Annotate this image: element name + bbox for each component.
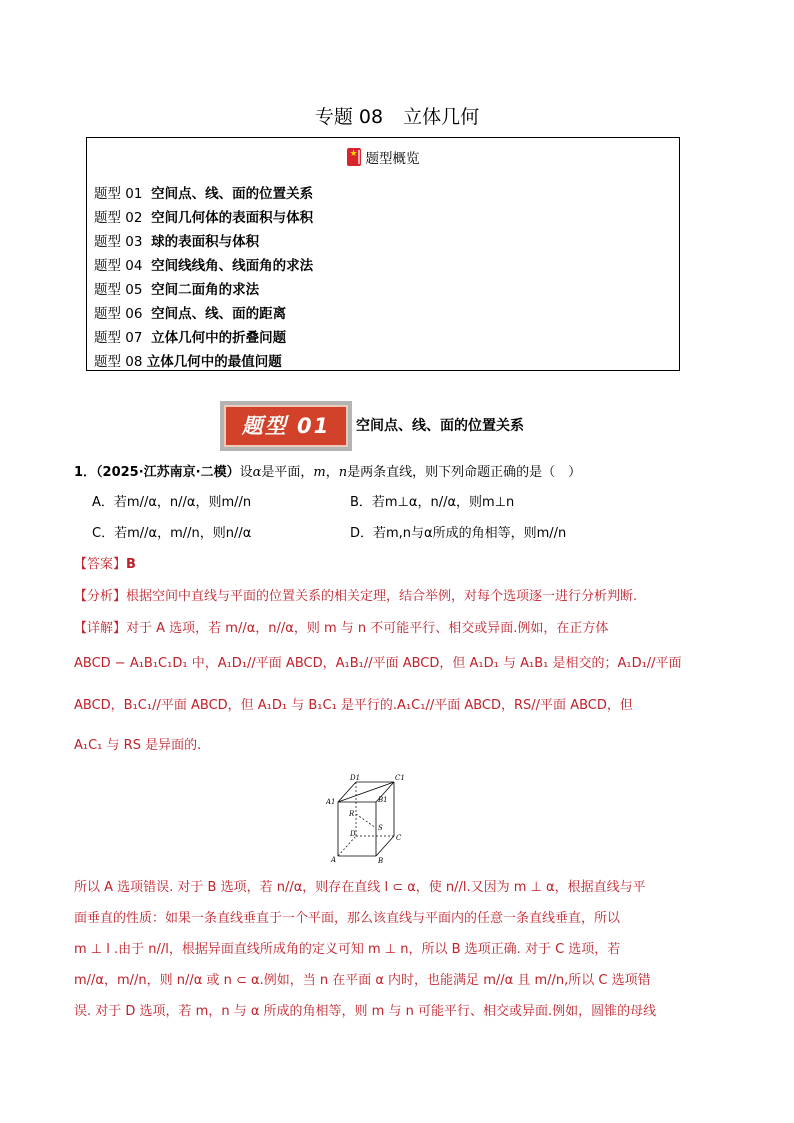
section-badge: 题型 01 — [220, 401, 352, 451]
book-icon: ★ — [347, 148, 361, 166]
label-a: A — [331, 856, 337, 864]
label-s: S — [378, 824, 383, 832]
analysis-line: 【分析】根据空间中直线与平面的位置关系的相关定理，结合举例，对每个选项逐一进行分析判断. — [74, 589, 638, 604]
question-stem: 1．（2025·江苏南京·二模）设α是平面，m，n是两条直线，则下列命题正确的是（ ） — [74, 465, 582, 480]
overview-box — [86, 137, 680, 371]
detail-line-3: ABCD，B₁C₁//平面 ABCD，但 A₁D₁ 与 B₁C₁ 是平行的.A₁C₁//平面 ABCD，RS//平面 ABCD，但 — [74, 698, 633, 713]
label-d1: D1 — [350, 774, 361, 782]
label-b1: B1 — [378, 796, 388, 804]
title-topic-name: 立体几何 — [403, 106, 480, 128]
option-a: A．若m//α，n//α，则m//n — [92, 495, 252, 510]
conclusion-line-3: m ⊥ l .由于 n//l，根据异面直线所成角的定义可知 m ⊥ n，所以 B 选项正确. 对于 C 选项，若 — [74, 942, 621, 957]
conclusion-line-2: 面垂直的性质：如果一条直线垂直于一个平面，那么该直线与平面内的任意一条直线垂直，所以 — [74, 911, 621, 926]
option-c: C．若m//α，m//n，则n//α — [92, 526, 252, 541]
list-item: 题型 04 空间线线角、线面角的求法 — [94, 258, 314, 274]
list-item: 题型 05 空间二面角的求法 — [94, 282, 260, 298]
answer-line: 【答案】B — [74, 557, 136, 572]
label-b: B — [378, 857, 384, 864]
list-item: 题型 08 立体几何中的最值问题 — [94, 354, 282, 370]
conclusion-line-5: 误. 对于 D 选项，若 m，n 与 α 所成的角相等，则 m 与 n 可能平行、相交或异面.例如，圆锥的母线 — [74, 1004, 657, 1019]
conclusion-line-4: m//α，m//n，则 n//α 或 n ⊂ α.例如，当 n 在平面 α 内时，也能满足 m//α 且 m//n,所以 C 选项错 — [74, 973, 651, 988]
list-item: 题型 07 立体几何中的折叠问题 — [94, 330, 287, 346]
detail-line-4: A₁C₁ 与 RS 是异面的. — [74, 738, 202, 753]
option-d: D．若m,n与α所成的角相等，则m//n — [350, 526, 567, 541]
label-r: R — [349, 810, 355, 818]
label-a1: A1 — [326, 798, 336, 806]
list-item: 题型 03 球的表面积与体积 — [94, 234, 260, 250]
label-c: C — [396, 834, 402, 842]
list-item: 题型 01 空间点、线、面的位置关系 — [94, 186, 314, 202]
list-item: 题型 06 空间点、线、面的距离 — [94, 306, 287, 322]
type-list — [94, 182, 313, 374]
option-b: B．若m⊥α，n//α，则m⊥n — [350, 495, 515, 510]
list-item: 题型 02 空间几何体的表面积与体积 — [94, 210, 314, 226]
label-c1: C1 — [395, 774, 405, 782]
title-topic-number: 专题 08 — [314, 106, 384, 128]
detail-line-2: ABCD − A₁B₁C₁D₁ 中，A₁D₁//平面 ABCD，A₁B₁//平面 ABCD，但 A₁D₁ 与 A₁B₁ 是相交的；A₁D₁//平面 — [74, 656, 682, 671]
section-title: 空间点、线、面的位置关系 — [356, 418, 524, 434]
overview-heading: ★ 题型概览 — [87, 148, 679, 169]
page-title — [0, 104, 794, 130]
conclusion-line-1: 所以 A 选项错误. 对于 B 选项，若 n//α，则存在直线 l ⊂ α，使 n//l.又因为 m ⊥ α，根据直线与平 — [74, 880, 646, 895]
detail-line-1: 【详解】对于 A 选项，若 m//α，n//α，则 m 与 n 不可能平行、相交或异面.例如，在正方体 — [74, 621, 609, 636]
label-d: D — [350, 830, 356, 838]
cube-figure — [326, 772, 406, 864]
